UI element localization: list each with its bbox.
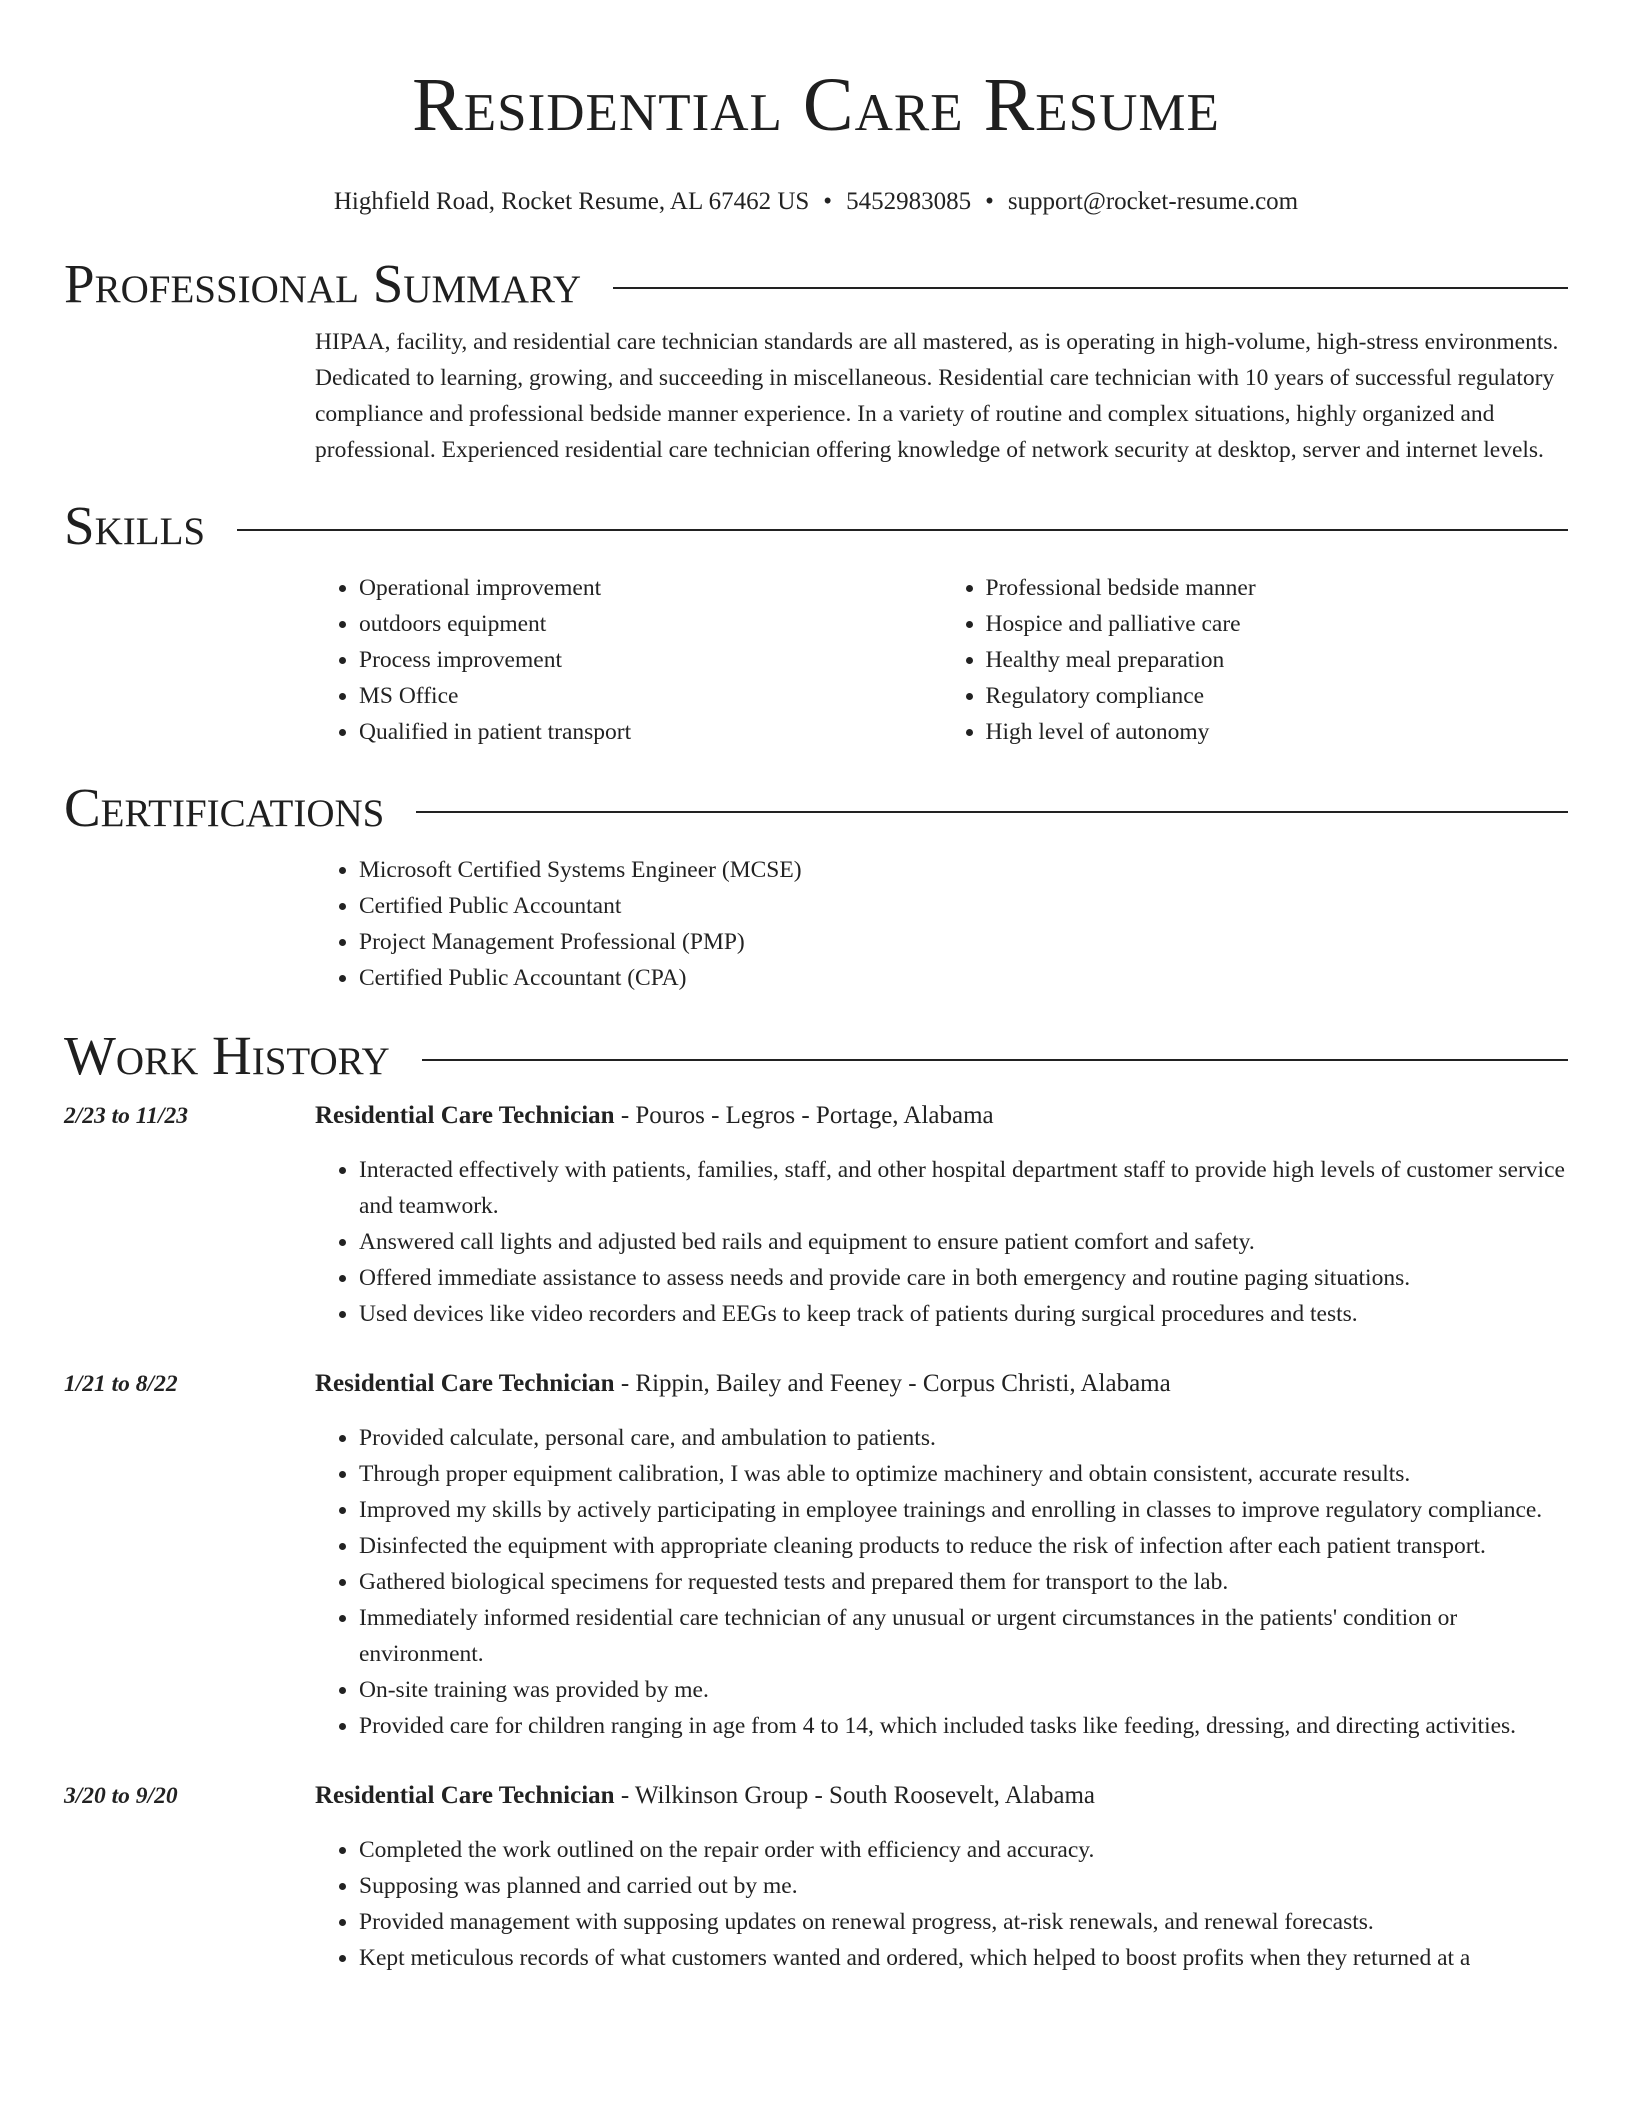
- certifications-list: [315, 852, 1568, 996]
- list-item: • Professional bedside manner: [986, 570, 1569, 606]
- list-item: • Improved my skills by actively participating in employee trainings and enrolling in classes to improve regulatory compliance.: [359, 1492, 1568, 1528]
- list-item: • Provided care for children ranging in age from 4 to 14, which included tasks like feeding, dressing, and directing activities.: [359, 1708, 1568, 1744]
- list-item: • MS Office: [359, 678, 942, 714]
- list-item: • Certified Public Accountant: [359, 888, 1568, 924]
- job-title: Residential Care Technician: [315, 1370, 615, 1397]
- list-item: • Healthy meal preparation: [986, 642, 1569, 678]
- job-entry: [64, 1778, 1568, 1976]
- contact-separator: •: [823, 188, 833, 215]
- contact-address: Highfield Road, Rocket Resume, AL 67462 US: [333, 188, 810, 215]
- job-employer: - Rippin, Bailey and Feeney - Corpus Christi, Alabama: [614, 1370, 1171, 1397]
- list-item: • Supposing was planned and carried out by me.: [359, 1868, 1568, 1904]
- list-item: • Process improvement: [359, 642, 942, 678]
- job-bullets: [315, 1420, 1568, 1744]
- section-divider: [237, 529, 1568, 531]
- summary-heading: [64, 254, 1568, 314]
- list-item: • Provided calculate, personal care, and ambulation to patients.: [359, 1420, 1568, 1456]
- list-item: • Regulatory compliance: [986, 678, 1569, 714]
- list-item: • Immediately informed residential care technician of any unusual or urgent circumstances in the patients' condition or environment.: [359, 1600, 1568, 1672]
- job-title-line: [315, 1366, 1568, 1402]
- contact-line: [64, 186, 1568, 218]
- list-item: • High level of autonomy: [986, 714, 1569, 750]
- section-title: Professional Summary: [64, 253, 582, 314]
- list-item: • Used devices like video recorders and EEGs to keep track of patients during surgical procedures and tests.: [359, 1296, 1568, 1332]
- list-item: • Project Management Professional (PMP): [359, 924, 1568, 960]
- skills-list-right: [942, 570, 1569, 750]
- job-bullets: [315, 1152, 1568, 1332]
- job-title: Residential Care Technician: [315, 1102, 615, 1129]
- job-body: [315, 1778, 1568, 1976]
- list-item: • Gathered biological specimens for requested tests and prepared them for transport to the lab.: [359, 1564, 1568, 1600]
- skills-content: [315, 570, 1568, 750]
- resume-page: [64, 0, 1568, 1976]
- job-entry: [64, 1366, 1568, 1744]
- job-body: [315, 1366, 1568, 1744]
- job-dates: 1/21 to 8/22: [64, 1371, 178, 1397]
- section-title: Certifications: [64, 777, 385, 838]
- section-divider: [422, 1059, 1568, 1061]
- work-history-section: [64, 1026, 1568, 1976]
- section-divider: [416, 811, 1568, 813]
- list-item: • outdoors equipment: [359, 606, 942, 642]
- contact-separator: •: [985, 188, 994, 215]
- section-title: Work History: [64, 1025, 390, 1086]
- summary-text: HIPAA, facility, and residential care technician standards are all mastered, as is operating in high-volume, high-stress environments. Dedicated to learning, growing, and succeeding in miscellaneous. Residential care technician with 10 years of successful regulatory compliance and professional bedside manner experience. In a variety of routine and complex situations, highly organized and professional. Experienced residential care technician offering knowledge of network security at desktop, server and internet levels.: [315, 329, 1559, 463]
- certifications-content: [315, 852, 1568, 996]
- summary-content: [315, 324, 1568, 468]
- job-entry: [64, 1098, 1568, 1332]
- job-body: [315, 1098, 1568, 1332]
- list-item: • Microsoft Certified Systems Engineer (MCSE): [359, 852, 1568, 888]
- list-item: • Provided management with supposing updates on renewal progress, at-risk renewals, and renewal forecasts.: [359, 1904, 1568, 1940]
- work-history-heading: [64, 1026, 1568, 1086]
- section-title: Skills: [64, 495, 206, 556]
- list-item: • Kept meticulous records of what customers wanted and ordered, which helped to boost profits when they returned at a: [359, 1940, 1568, 1976]
- list-item: • Offered immediate assistance to assess needs and provide care in both emergency and routine paging situations.: [359, 1260, 1568, 1296]
- job-title-line: [315, 1098, 1568, 1134]
- resume-name: Residential Care Resume: [412, 63, 1220, 147]
- skills-section: [64, 496, 1568, 750]
- job-dates: 2/23 to 11/23: [64, 1103, 189, 1129]
- list-item: • Qualified in patient transport: [359, 714, 942, 750]
- job-bullets: [315, 1832, 1568, 1976]
- section-divider: [613, 287, 1568, 289]
- job-title: Residential Care Technician: [315, 1782, 615, 1809]
- certifications-heading: [64, 778, 1568, 838]
- list-item: • On-site training was provided by me.: [359, 1672, 1568, 1708]
- skills-heading: [64, 496, 1568, 556]
- list-item: • Answered call lights and adjusted bed rails and equipment to ensure patient comfort and safety.: [359, 1224, 1568, 1260]
- list-item: • Disinfected the equipment with appropriate cleaning products to reduce the risk of infection after each patient transport.: [359, 1528, 1568, 1564]
- list-item: • Certified Public Accountant (CPA): [359, 960, 1568, 996]
- list-item: • Hospice and palliative care: [986, 606, 1569, 642]
- list-item: • Operational improvement: [359, 570, 942, 606]
- contact-phone: 5452983085: [846, 188, 972, 215]
- certifications-section: [64, 778, 1568, 996]
- summary-section: [64, 254, 1568, 468]
- list-item: • Interacted effectively with patients, families, staff, and other hospital department staff to provide high levels of customer service and teamwork.: [359, 1152, 1568, 1224]
- job-employer: - Pouros - Legros - Portage, Alabama: [614, 1102, 994, 1129]
- job-title-line: [315, 1778, 1568, 1814]
- job-dates: 3/20 to 9/20: [64, 1783, 178, 1809]
- skills-grid: [315, 570, 1568, 750]
- list-item: • Completed the work outlined on the repair order with efficiency and accuracy.: [359, 1832, 1568, 1868]
- list-item: • Through proper equipment calibration, I was able to optimize machinery and obtain consistent, accurate results.: [359, 1456, 1568, 1492]
- job-employer: - Wilkinson Group - South Roosevelt, Alabama: [614, 1782, 1095, 1809]
- contact-email: support@rocket-resume.com: [1007, 188, 1299, 215]
- skills-list-left: [315, 570, 942, 750]
